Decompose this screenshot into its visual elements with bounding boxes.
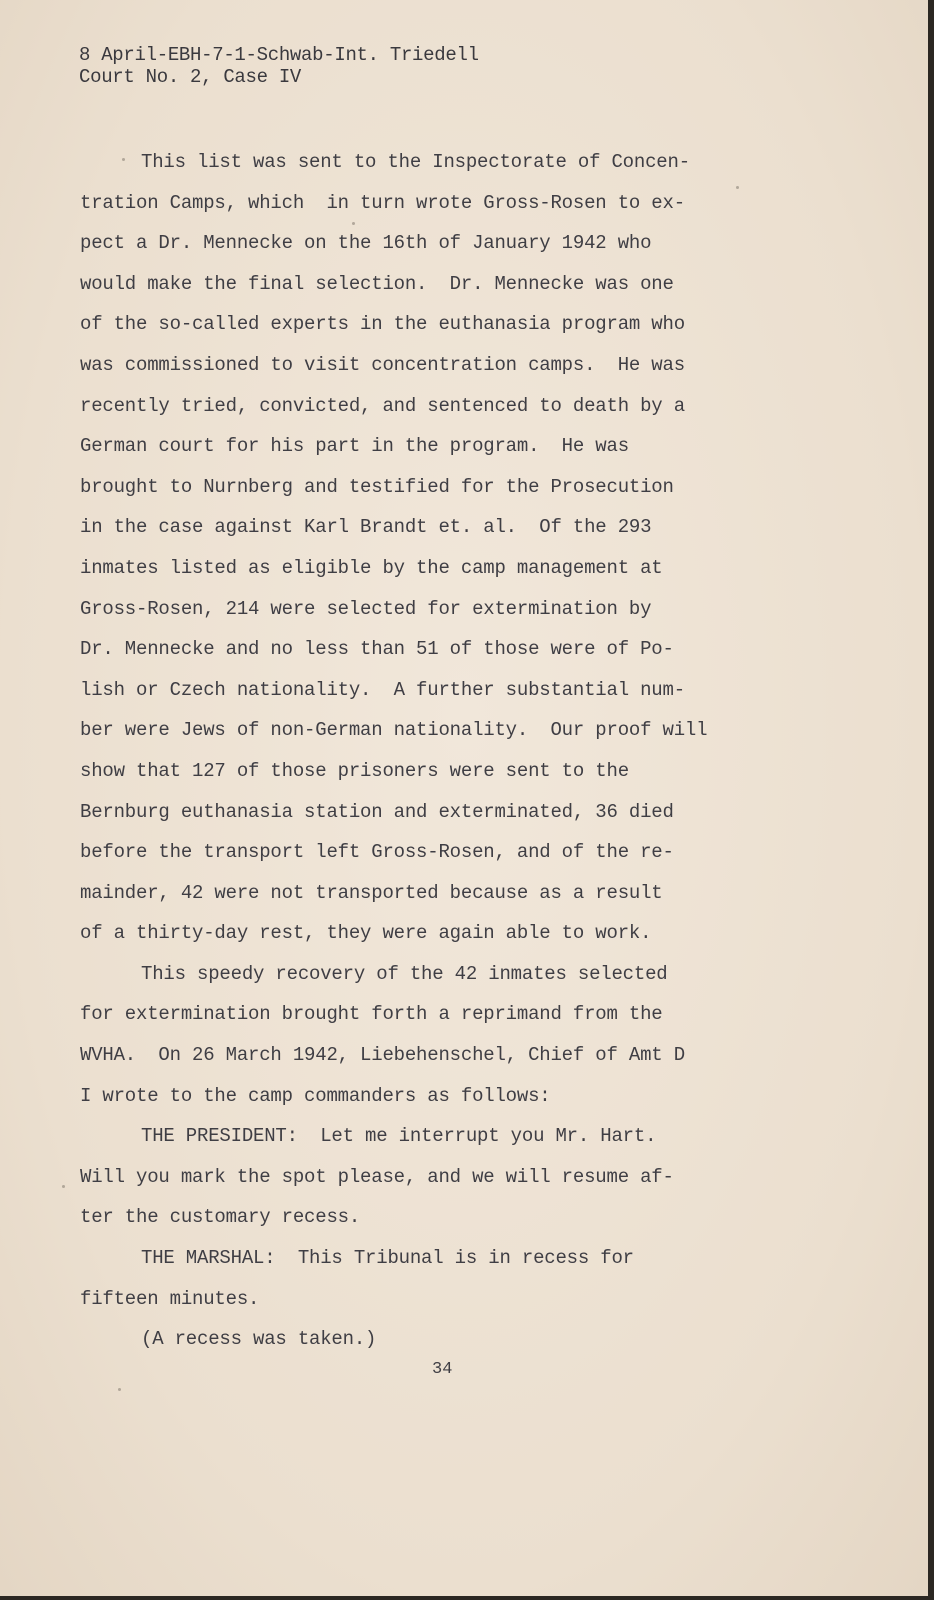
text-line: German court for his part in the program. He was bbox=[80, 435, 629, 458]
paper-speck bbox=[352, 222, 355, 225]
text-line: mainder, 42 were not transported because as a result bbox=[80, 881, 663, 904]
scan-edge-bottom bbox=[0, 1596, 934, 1600]
text-line: was commissioned to visit concentration camps. He was bbox=[80, 353, 685, 376]
text-line: Dr. Mennecke and no less than 51 of those were of Po- bbox=[80, 638, 674, 661]
text-line: in the case against Karl Brandt et. al. Of the 293 bbox=[80, 516, 652, 539]
text-line: lish or Czech nationality. A further substantial num- bbox=[80, 678, 685, 701]
text-line: inmates listed as eligible by the camp management at bbox=[80, 556, 663, 579]
text-line: for extermination brought forth a reprimand from the bbox=[80, 1003, 663, 1026]
text-line: I wrote to the camp commanders as follows: bbox=[80, 1084, 551, 1107]
text-line: THE PRESIDENT: Let me interrupt you Mr. Hart. bbox=[141, 1125, 657, 1148]
text-line: THE MARSHAL: This Tribunal is in recess for bbox=[141, 1247, 634, 1270]
page-number: 34 bbox=[432, 1360, 453, 1379]
paper-speck bbox=[62, 1185, 65, 1188]
text-line: Will you mark the spot please, and we will resume af- bbox=[80, 1165, 674, 1188]
header-line-2: Court No. 2, Case IV bbox=[79, 66, 302, 88]
transcript-body bbox=[80, 142, 780, 1360]
text-line: recently tried, convicted, and sentenced to death by a bbox=[80, 394, 685, 417]
text-line: of a thirty-day rest, they were again able to work. bbox=[80, 922, 652, 945]
text-line: Gross-Rosen, 214 were selected for extermination by bbox=[80, 597, 652, 620]
text-line: ber were Jews of non-German nationality. Our proof will bbox=[80, 719, 708, 742]
text-line: before the transport left Gross-Rosen, and of the re- bbox=[80, 841, 674, 864]
text-line: WVHA. On 26 March 1942, Liebehenschel, Chief of Amt D bbox=[80, 1044, 685, 1067]
text-line: brought to Nurnberg and testified for the Prosecution bbox=[80, 475, 674, 498]
text-line: (A recess was taken.) bbox=[141, 1328, 377, 1351]
text-line: ter the customary recess. bbox=[80, 1206, 361, 1229]
paper-speck bbox=[118, 1388, 121, 1391]
text-line: Bernburg euthanasia station and exterminated, 36 died bbox=[80, 800, 674, 823]
scan-edge-right bbox=[928, 0, 934, 1600]
paper-speck bbox=[122, 158, 125, 161]
text-line: This speedy recovery of the 42 inmates selected bbox=[141, 962, 668, 985]
text-line: fifteen minutes. bbox=[80, 1287, 260, 1310]
paper-speck bbox=[736, 186, 739, 189]
text-line: show that 127 of those prisoners were sent to the bbox=[80, 759, 629, 782]
text-line: This list was sent to the Inspectorate of Concen- bbox=[141, 151, 690, 173]
header-line-1: 8 April-EBH-7-1-Schwab-Int. Triedell bbox=[79, 44, 479, 66]
text-line: pect a Dr. Mennecke on the 16th of January 1942 who bbox=[80, 232, 652, 255]
document-header bbox=[79, 44, 479, 88]
text-line: would make the final selection. Dr. Mennecke was one bbox=[80, 272, 674, 295]
text-line: tration Camps, which in turn wrote Gross-Rosen to ex- bbox=[80, 191, 685, 214]
text-line: of the so-called experts in the euthanasia program who bbox=[80, 313, 685, 336]
